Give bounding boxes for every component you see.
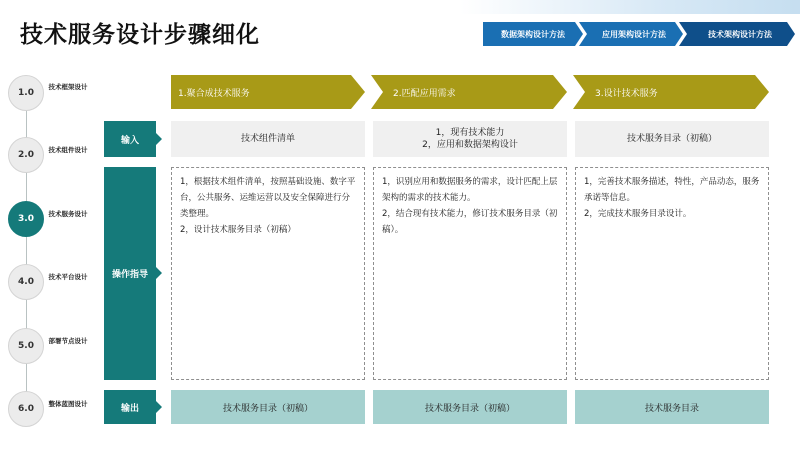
step-1-circle[interactable]: 1.0	[8, 75, 44, 111]
input-cell-3	[575, 121, 769, 157]
operation-text: 2，完成技术服务目录设计。	[584, 209, 692, 219]
input-text: 技术组件清单	[240, 134, 295, 144]
row-label-input	[104, 121, 162, 157]
breadcrumb-label: 数据架构设计方法	[501, 29, 565, 39]
page-title: 技术服务设计步骤细化	[20, 22, 260, 48]
column-header-label: 1.聚合成技术服务	[178, 88, 250, 99]
row-label-text: 操作指导	[111, 270, 148, 280]
breadcrumb-data-architecture[interactable]	[483, 22, 583, 46]
row-label-text: 输入	[120, 135, 139, 146]
step-2-label: 技术组件设计	[48, 146, 88, 154]
breadcrumb	[483, 22, 795, 46]
input-text: 2，应用和数据架构设计	[422, 140, 518, 150]
step-6-circle[interactable]: 6.0	[8, 391, 44, 427]
output-cell-3: 技术服务目录	[575, 390, 769, 424]
step-5-circle[interactable]: 5.0	[8, 328, 44, 364]
row-label-operation	[104, 167, 162, 380]
breadcrumb-technical-architecture[interactable]	[679, 22, 795, 46]
operation-text: 2，结合现有技术能力，修订技术服务目录（初稿）。	[382, 209, 558, 235]
input-cell-2	[373, 121, 567, 157]
breadcrumb-label: 技术架构设计方法	[708, 29, 772, 39]
step-3-circle[interactable]: 3.0	[8, 201, 44, 237]
header-decoration	[460, 0, 800, 14]
input-text: 技术服务目录（初稿）	[626, 134, 717, 144]
step-3-label: 技术服务设计	[48, 210, 88, 218]
column-header-3	[573, 75, 769, 109]
breadcrumb-label: 应用架构设计方法	[602, 29, 666, 39]
step-6-label: 整体蓝图设计	[48, 400, 88, 408]
operation-text: 1，根据技术组件清单，按照基础设施、数字平台，公共服务、运维运营以及安全保障进行分类整理。	[180, 177, 356, 219]
breadcrumb-application-architecture[interactable]	[579, 22, 683, 46]
row-label-output	[104, 390, 162, 424]
step-2-circle[interactable]: 2.0	[8, 137, 44, 173]
step-1-label: 技术框架设计	[48, 83, 88, 91]
operation-cell-1	[171, 167, 365, 380]
step-5-label: 部署节点设计	[48, 337, 88, 345]
column-header-2	[371, 75, 567, 109]
operation-text: 1，完善技术服务描述，特性，产品动态，服务承诺等信息。	[584, 177, 760, 203]
step-4-label: 技术平台设计	[48, 273, 88, 281]
operation-text: 2，设计技术服务目录（初稿）	[180, 225, 296, 235]
column-header-label: 2.匹配应用需求	[393, 88, 456, 99]
output-cell-2: 技术服务目录（初稿）	[373, 390, 567, 424]
output-cell-1: 技术服务目录（初稿）	[171, 390, 365, 424]
row-label-text: 输出	[120, 403, 139, 414]
column-header-label: 3.设计技术服务	[595, 88, 658, 99]
input-cell-1	[171, 121, 365, 157]
column-header-1	[171, 75, 365, 109]
operation-cell-3	[575, 167, 769, 380]
operation-text: 1，识别应用和数据服务的需求，设计匹配上层架构的需求的技术能力。	[382, 177, 558, 203]
step-4-circle[interactable]: 4.0	[8, 264, 44, 300]
input-text: 1，现有技术能力	[435, 128, 505, 138]
operation-cell-2	[373, 167, 567, 380]
